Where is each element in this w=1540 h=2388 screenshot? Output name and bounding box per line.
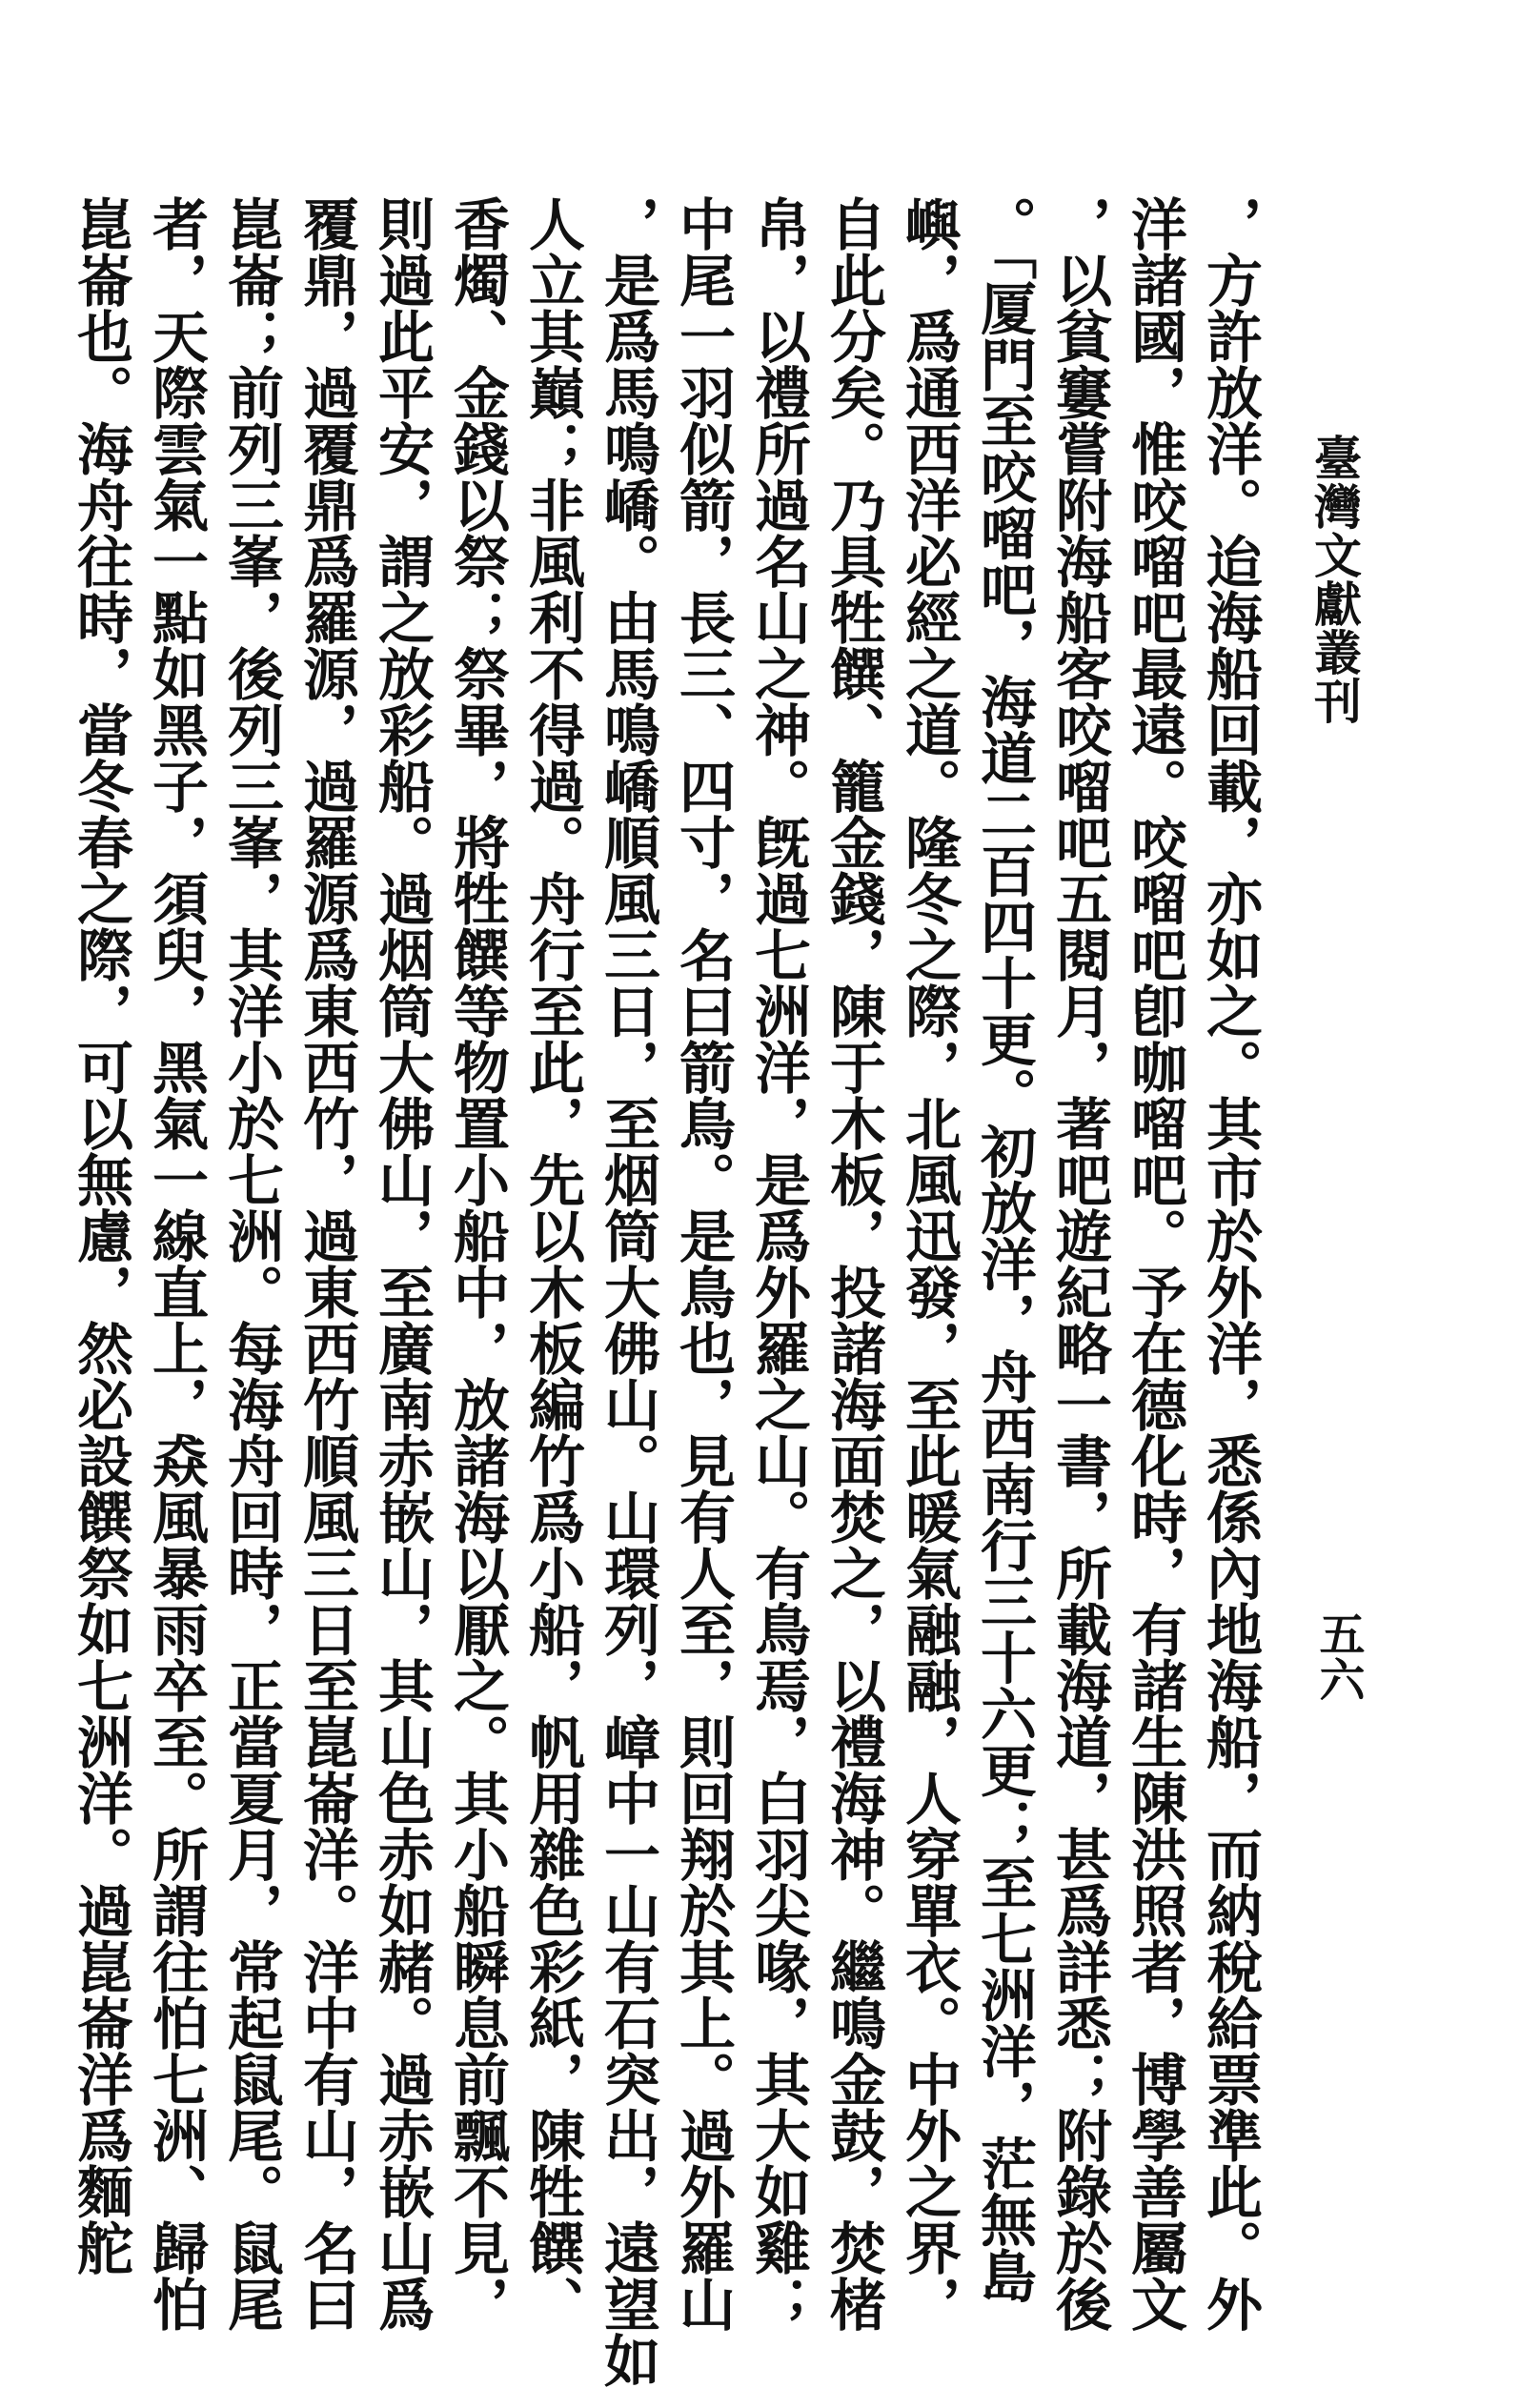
text-column-8: 中尾一羽似箭，長三、四寸，名曰箭鳥。是鳥也，見有人至，則回翔於其上。過外羅山	[670, 195, 736, 2332]
text-column-3: ，以貧窶嘗附海船客咬𠺕吧五閱月，著吧遊紀略一書，所載海道，甚爲詳悉；附錄於後	[1046, 195, 1112, 2332]
text-column-15: 者，天際雲氣一點如黑子，須臾，黑氣一線直上，猋風暴雨卒至。所謂往怕七洲、歸怕	[143, 195, 209, 2332]
text-column-16: 崑崙也。海舟往時，當冬春之際，可以無慮，然必設饌祭如七洲洋。過崑崙洋爲麵舵	[68, 195, 133, 2276]
text-column-11: 香燭、金錢以祭；祭畢，將牲饌等物置小船中，放諸海以厭之。其小船瞬息前飄不見，	[444, 195, 510, 2332]
running-header-title: 臺灣文獻叢刊	[1307, 434, 1363, 725]
text-column-2: 洋諸國，惟咬𠺕吧最遠。咬𠺕吧卽咖𠺕吧。予在德化時，有諸生陳洪照者，博學善屬文	[1122, 195, 1187, 2332]
text-column-9: ，是爲馬鳴嶠。由馬鳴嶠順風三日，至烟筒大佛山。山環列，嶂中一山有石突出，遠望如	[595, 195, 660, 2388]
text-column-10: 人立其巔；非風利不得過。舟行至此，先以木板編竹爲小船，帆用雜色彩紙，陳牲饌、	[519, 195, 585, 2332]
text-column-4: 。「厦門至咬𠺕吧，海道二百四十更。初放洋，舟西南行三十六更；至七洲洋，茫無島	[971, 195, 1037, 2304]
text-column-12: 則過此平安，謂之放彩船。過烟筒大佛山，至廣南赤嵌山，其山色赤如赭。過赤嵌山爲	[369, 195, 435, 2332]
text-column-13: 覆鼎，過覆鼎爲羅源，過羅源爲東西竹，過東西竹順風三日至崑崙洋。洋中有山，名曰	[294, 195, 359, 2332]
page-number: 五六	[1311, 1610, 1365, 1702]
text-column-1: ，方許放洋。迨海船回載，亦如之。其市於外洋，悉係內地海船，而納稅給票準此。外	[1197, 195, 1263, 2332]
body-text	[68, 195, 1267, 2388]
text-column-14: 崑崙；前列三峯，後列三峯，其洋小於七洲。每海舟回時，正當夏月，常起鼠尾。鼠尾	[218, 195, 284, 2332]
text-column-7: 帛，以禮所過名山之神。旣過七洲洋，是爲外羅之山。有鳥焉，白羽尖喙，其大如雞；	[745, 195, 811, 2332]
text-column-6: 自此分矣。乃具牲饌、籠金錢，陳于木板，投諸海面焚之，以禮海神。繼鳴金鼓，焚楮	[821, 195, 886, 2332]
text-column-5: 嶼，爲通西洋必經之道。隆冬之際，北風迅發，至此暖氣融融，人穿單衣。中外之界，	[896, 195, 962, 2332]
